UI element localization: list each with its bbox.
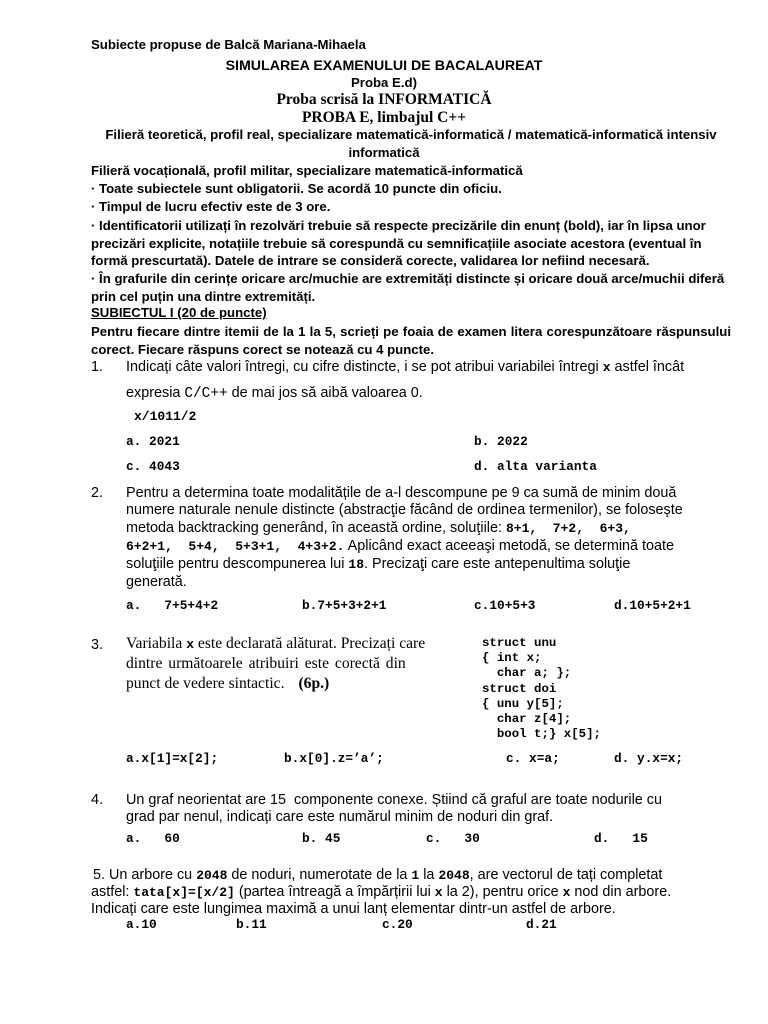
q5-line2: astfel: tata[x]=[x/2] (partea întreagă a împărțirii lui x la 2), pentru orice x nod din arbore. <box>91 884 672 900</box>
rule-4: · În grafurile din cerințe oricare arc/muchie are extremități distincte și oricare două arce/muchii diferă prin cel puțin una dintre extremități. <box>91 271 725 304</box>
rule-2: · Timpul de lucru efectiv este de 3 ore. <box>91 199 331 214</box>
q1-option-a: a. 2021 <box>126 434 180 449</box>
q3-line3: punct de vedere sintactic. (6p.) <box>126 675 330 692</box>
q3-line2: dintre următoarele atribuiri este corectă din <box>126 655 406 672</box>
q3-line1: Variabila x este declarată alăturat. Precizați care <box>126 635 426 652</box>
q3-option-b: b.x[0].z=’a’; <box>284 751 384 766</box>
q3-option-a: a.x[1]=x[2]; <box>126 751 219 766</box>
q1-option-b: b. 2022 <box>474 434 528 449</box>
q3-number: 3. <box>91 637 104 653</box>
q4-option-a: a. 60 <box>126 831 180 846</box>
q1-option-c: c. 4043 <box>126 459 180 474</box>
q4-line1: Un graf neorientat are 15 componente conexe. Știind că graful are toate nodurile cu <box>126 792 662 808</box>
q3-option-d: d. y.x=x; <box>614 751 684 766</box>
q4-line2: grad par nenul, indicați care este numărul minim de noduri din graf. <box>126 809 554 825</box>
subiect-intro: Pentru fiecare dintre itemii de la 1 la 5, scrieți pe foaia de examen litera corespunzătoare răspunsului corect. Fiecare răspuns corect se notează cu 4 puncte. <box>91 324 731 357</box>
filiera-1: Filieră teoretică, profil real, specializare matematică-informatică / matematică-informatică intensiv <box>105 127 717 142</box>
filiera-1b: informatică <box>348 145 420 160</box>
q1-number: 1. <box>91 359 104 375</box>
q2-line3: metoda backtracking generând, în această ordine, soluţiile: 8+1, 7+2, 6+3, <box>126 520 631 536</box>
proba-e: PROBA E, limbajul C++ <box>301 109 467 126</box>
q4-number: 4. <box>91 792 104 808</box>
q4-option-d: d. 15 <box>594 831 648 846</box>
q1-expression: x/1011/2 <box>134 409 197 424</box>
q3-option-c: c. x=a; <box>506 751 560 766</box>
author-line: Subiecte propuse de Balcă Mariana-Mihaela <box>91 37 366 52</box>
q3-code-block: struct unu { int x; char a; }; struct doi { unu y[5]; char z[4]; bool t;} x[5]; <box>482 636 601 742</box>
q2-line1: Pentru a determina toate modalitățile de a-l descompune pe 9 ca sumă de minim două <box>126 485 677 501</box>
q5-option-c: c.20 <box>382 917 413 932</box>
rule-1: · Toate subiectele sunt obligatorii. Se acordă 10 puncte din oficiu. <box>91 181 502 196</box>
q2-line6: generată. <box>126 574 187 590</box>
q2-line2: numere naturale nenule distincte (abstracţie făcând de ordinea termenilor), se foloseşte <box>126 502 683 518</box>
q1-text-line2: expresia C/C++ de mai jos să aibă valoarea 0. <box>126 385 423 402</box>
q5-option-d: d.21 <box>526 917 557 932</box>
q2-line4: 6+2+1, 5+4, 5+3+1, 4+3+2. Aplicând exact aceeaşi metodă, se determină toate <box>126 538 675 554</box>
q2-line5: soluţiile pentru descompunerea lui 18. Precizaţi care este antepenultima soluţie <box>126 556 631 572</box>
q5-line1: 5. Un arbore cu 2048 de noduri, numerotate de la 1 la 2048, are vectorul de tați completat <box>93 867 663 883</box>
q2-option-a: a. 7+5+4+2 <box>126 598 219 613</box>
q2-option-d: d.10+5+2+1 <box>614 598 691 613</box>
proba-scrisa: Proba scrisă la INFORMATICĂ <box>276 91 492 108</box>
q1-option-d: d. alta varianta <box>474 459 597 474</box>
q1-var: x <box>602 360 611 375</box>
q4-option-b: b. 45 <box>302 831 341 846</box>
subiect-heading: SUBIECTUL I (20 de puncte) <box>91 305 267 320</box>
q2-number: 2. <box>91 485 104 501</box>
q5-option-a: a.10 <box>126 917 157 932</box>
q2-option-b: b.7+5+3+2+1 <box>302 598 387 613</box>
q5-option-b: b.11 <box>236 917 267 932</box>
q4-option-c: c. 30 <box>426 831 480 846</box>
proba-ed: Proba E.d) <box>351 75 417 90</box>
q3-points: (6p.) <box>298 675 330 692</box>
rule-3: · Identificatorii utilizați în rezolvări trebuie să respecte precizările din enunț (bold), iar în lipsa unor precizări explicite, notațiile trebuie să corespundă cu semnificațiile asociate acestora (eventual în formă prescurtată). Datele de intrare se consideră corecte, validarea lor nefiind necesară. <box>91 218 706 268</box>
q5-line3: Indicați care este lungimea maximă a unui lanț elementar dintr-un astfel de arbore. <box>91 901 616 917</box>
q2-option-c: c.10+5+3 <box>474 598 536 613</box>
q1-text-line1: Indicați câte valori întregi, cu cifre distincte, i se pot atribui variabilei întregi x astfel încât <box>126 359 685 375</box>
filiera-2: Filieră vocațională, profil militar, specializare matematică-informatică <box>91 163 523 178</box>
exam-title: SIMULAREA EXAMENULUI DE BACALAUREAT <box>225 58 543 74</box>
